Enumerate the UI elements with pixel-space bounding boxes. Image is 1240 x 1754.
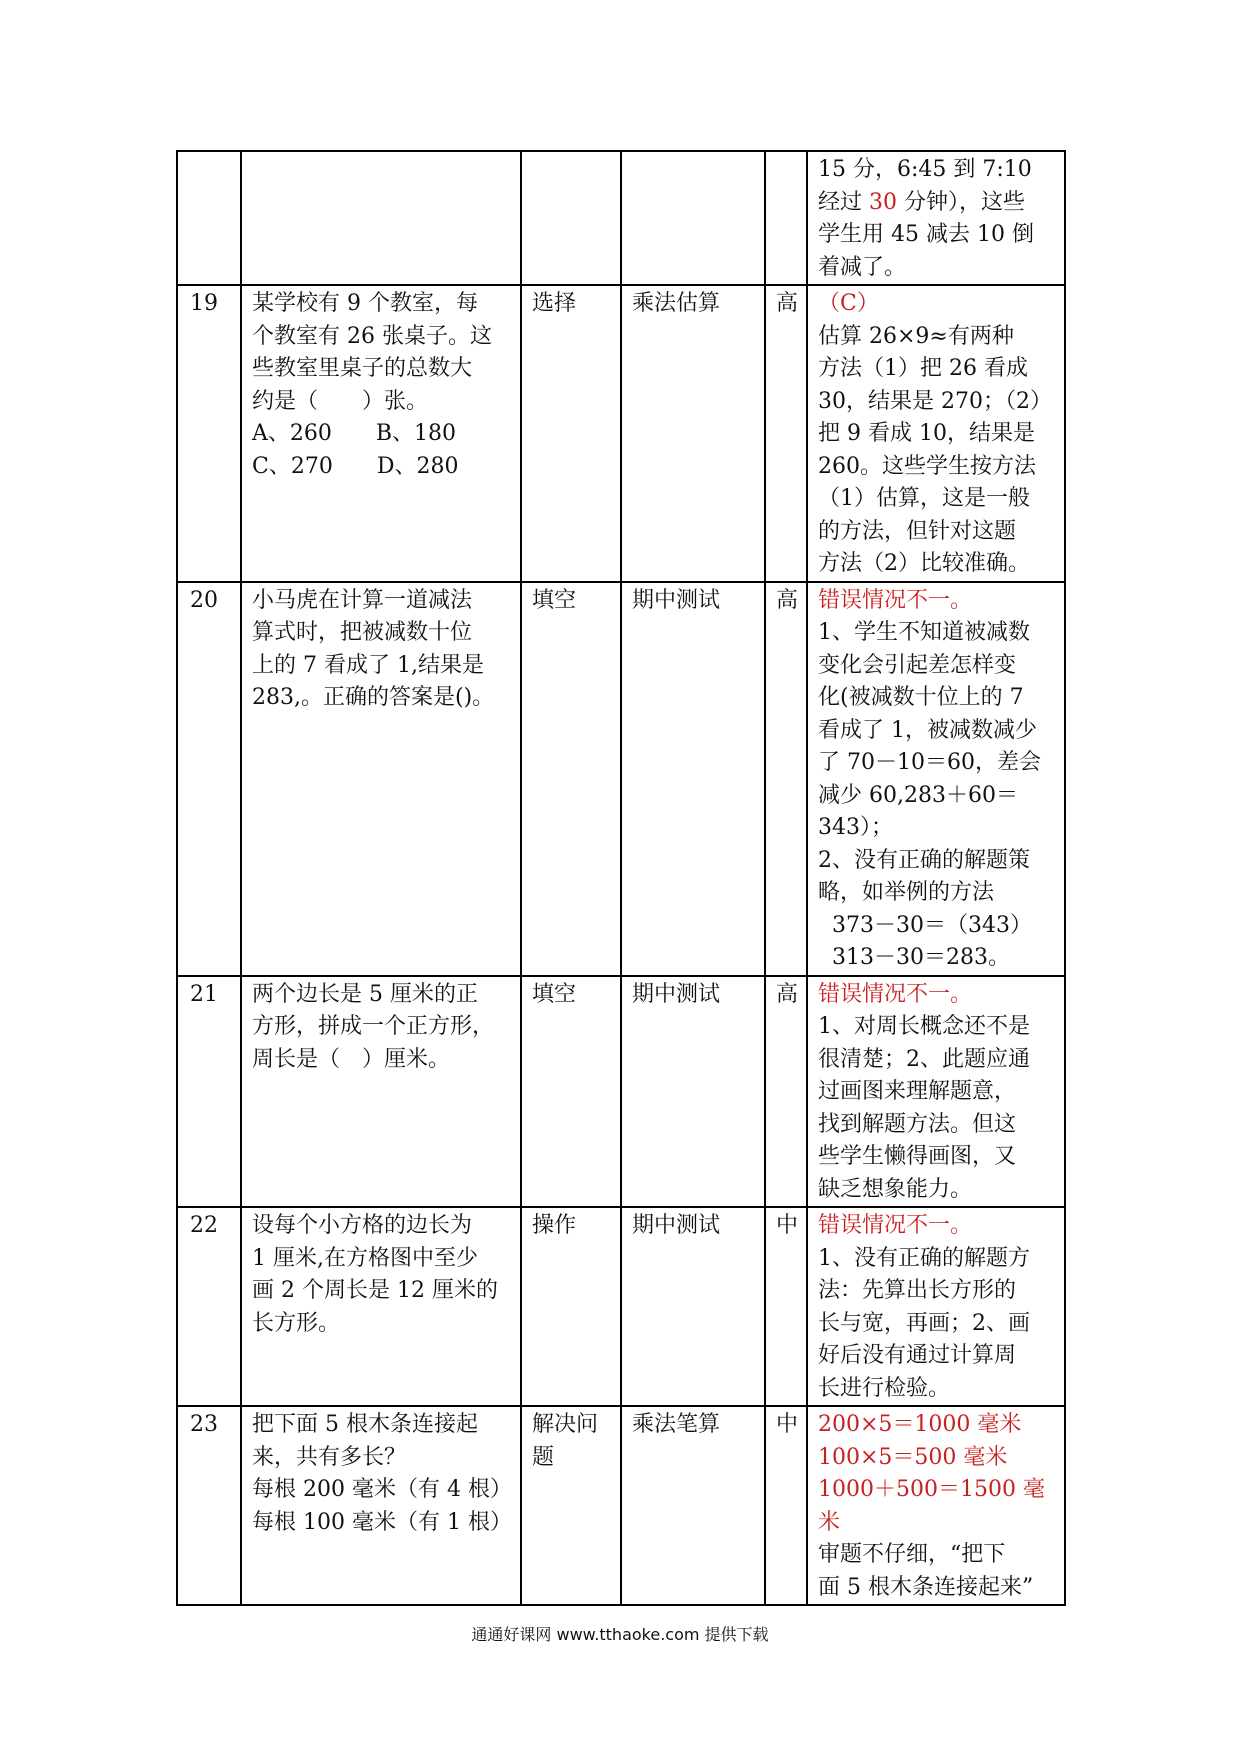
question-type-cell: 选择 (521, 285, 621, 582)
analysis-line: 着减了。 (818, 254, 907, 280)
question-text-cell (241, 1406, 521, 1605)
analysis-line: 长与宽，再画；2、画 (818, 1310, 1030, 1336)
question-line: 周长是（ ）厘米。 (252, 1046, 451, 1072)
analysis-cell (807, 151, 1065, 285)
analysis-line: 估算 26×9≈有两种 (818, 323, 1014, 349)
question-type-cell: 填空 (521, 582, 621, 976)
analysis-line: 缺乏想象能力。 (818, 1176, 973, 1202)
analysis-line: 面 5 根木条连接起来” (818, 1574, 1034, 1600)
analysis-line: 长进行检验。 (818, 1375, 951, 1401)
error-rate-cell: 高 (765, 976, 807, 1208)
analysis-line: 方法（1）把 26 看成 (818, 356, 1028, 381)
question-line: 个教室有 26 张桌子。这 (252, 323, 492, 349)
question-number-cell (177, 151, 241, 285)
analysis-fragment: 经过 (818, 189, 869, 215)
knowledge-topic-cell: 乘法估算 (621, 285, 765, 582)
question-number-cell: 19 (177, 285, 241, 582)
analysis-cell (807, 1406, 1065, 1605)
question-line: 小马虎在计算一道减法 (252, 587, 473, 613)
question-number-cell: 22 (177, 1207, 241, 1406)
table-row (177, 1406, 1065, 1605)
knowledge-topic-cell: 乘法笔算 (621, 1406, 765, 1605)
analysis-line: 过画图来理解题意， (818, 1079, 1017, 1104)
analysis-line: 1、学生不知道被减数 (818, 620, 1030, 645)
knowledge-topic-cell: 期中测试 (621, 582, 765, 976)
question-line: 设每个小方格的边长为 (252, 1213, 473, 1238)
analysis-line: 100×5＝500 毫米 (818, 1444, 1008, 1470)
error-rate-cell (765, 151, 807, 285)
analysis-line: 313－30＝283。 (818, 945, 1010, 970)
knowledge-topic-cell: 期中测试 (621, 1207, 765, 1406)
analysis-line: 了 70－10＝60，差会 (818, 750, 1041, 775)
question-type-cell: 解决问题 (521, 1406, 621, 1605)
question-line: 些教室里桌子的总数大 (252, 356, 473, 381)
question-text-cell (241, 1207, 521, 1406)
analysis-line: 变化会引起差怎样变 (818, 652, 1017, 678)
analysis-line: 减少 60,283＋60＝ (818, 782, 1018, 808)
question-line: 283,。正确的答案是()。 (252, 685, 495, 710)
question-line: 某学校有 9 个教室，每 (252, 291, 478, 316)
analysis-line: 260。这些学生按方法 (818, 453, 1036, 479)
analysis-line: 好后没有通过计算周 (818, 1343, 1017, 1368)
knowledge-topic-cell: 期中测试 (621, 976, 765, 1208)
question-number-cell: 23 (177, 1406, 241, 1605)
analysis-line: 米 (818, 1509, 841, 1535)
analysis-line: 找到解题方法。但这 (818, 1111, 1017, 1137)
question-line: 来，共有多长？ (252, 1444, 407, 1470)
analysis-line: 1、对周长概念还不是 (818, 1014, 1030, 1039)
analysis-line: 2、没有正确的解题策 (818, 847, 1030, 873)
table-row (177, 151, 1065, 285)
analysis-cell (807, 1207, 1065, 1406)
analysis-line: 错误情况不一。 (818, 1213, 973, 1238)
question-line: 上的 7 看成了 1,结果是 (252, 652, 484, 678)
error-rate-cell: 中 (765, 1406, 807, 1605)
analysis-line: 方法（2）比较准确。 (818, 551, 1030, 576)
question-line: 把下面 5 根木条连接起 (252, 1412, 478, 1437)
error-rate-cell: 高 (765, 582, 807, 976)
question-number-cell: 21 (177, 976, 241, 1208)
question-line: 画 2 个周长是 12 厘米的 (252, 1278, 498, 1303)
page-footer: 通通好课网 www.tthaoke.com 提供下载 (471, 1625, 769, 1644)
error-rate-cell: 中 (765, 1207, 807, 1406)
question-type-cell (521, 151, 621, 285)
analysis-line: 略，如举例的方法 (818, 880, 995, 905)
table-row (177, 582, 1065, 976)
question-line: A、260 B、180 (252, 421, 457, 446)
question-text-cell (241, 151, 521, 285)
question-line: 算式时，把被减数十位 (252, 620, 473, 645)
question-text-cell (241, 976, 521, 1208)
question-line: 两个边长是 5 厘米的正 (252, 981, 478, 1007)
analysis-line: （C） (818, 291, 879, 316)
question-line: C、270 D、280 (252, 453, 459, 479)
question-number-cell: 20 (177, 582, 241, 976)
table-row (177, 976, 1065, 1208)
analysis-line: 看成了 1，被减数减少 (818, 717, 1037, 743)
question-line: 每根 100 毫米（有 1 根） (252, 1509, 512, 1535)
analysis-line: 1000＋500＝1500 毫 (818, 1477, 1045, 1502)
analysis-line: 30，结果是 270；（2） (818, 388, 1052, 414)
table-body (177, 151, 1065, 1605)
analysis-line: 1、没有正确的解题方 (818, 1245, 1030, 1271)
analysis-fragment: 分钟），这些 (897, 189, 1025, 215)
analysis-line: 法：先算出长方形的 (818, 1278, 1017, 1303)
analysis-line: 审题不仔细，“把下 (818, 1542, 1006, 1567)
analysis-line: 200×5＝1000 毫米 (818, 1412, 1022, 1437)
analysis-line: 错误情况不一。 (818, 587, 973, 613)
analysis-line: 把 9 看成 10，结果是 (818, 421, 1035, 446)
analysis-cell (807, 976, 1065, 1208)
analysis-cell (807, 582, 1065, 976)
question-text-cell (241, 285, 521, 582)
knowledge-topic-cell (621, 151, 765, 285)
analysis-line: 很清楚；2、此题应通 (818, 1046, 1030, 1072)
analysis-fragment: 30 (869, 189, 897, 215)
analysis-line: 化(被减数十位上的 7 (818, 685, 1024, 710)
analysis-cell (807, 285, 1065, 582)
question-line: 长方形。 (252, 1310, 341, 1336)
table-row (177, 1207, 1065, 1406)
analysis-line (818, 187, 1060, 220)
analysis-line: （1）估算，这是一般 (818, 486, 1030, 511)
question-text-cell (241, 582, 521, 976)
question-line: 约是（ ）张。 (252, 388, 429, 414)
error-analysis-table (176, 150, 1066, 1606)
analysis-line: 错误情况不一。 (818, 981, 973, 1007)
question-line: 每根 200 毫米（有 4 根） (252, 1477, 512, 1502)
error-rate-cell: 高 (765, 285, 807, 582)
question-line: 方形，拼成一个正方形， (252, 1014, 495, 1039)
analysis-line: 373－30＝（343） (818, 912, 1032, 938)
analysis-line: 学生用 45 减去 10 倒 (818, 222, 1034, 247)
question-type-cell: 填空 (521, 976, 621, 1208)
question-line: 1 厘米,在方格图中至少 (252, 1245, 478, 1271)
analysis-line: 些学生懒得画图，又 (818, 1144, 1017, 1169)
analysis-line: 343）； (818, 815, 893, 840)
question-type-cell: 操作 (521, 1207, 621, 1406)
analysis-line: 的方法，但针对这题 (818, 518, 1017, 544)
analysis-line: 15 分，6:45 到 7:10 (818, 157, 1032, 182)
table-row (177, 285, 1065, 582)
